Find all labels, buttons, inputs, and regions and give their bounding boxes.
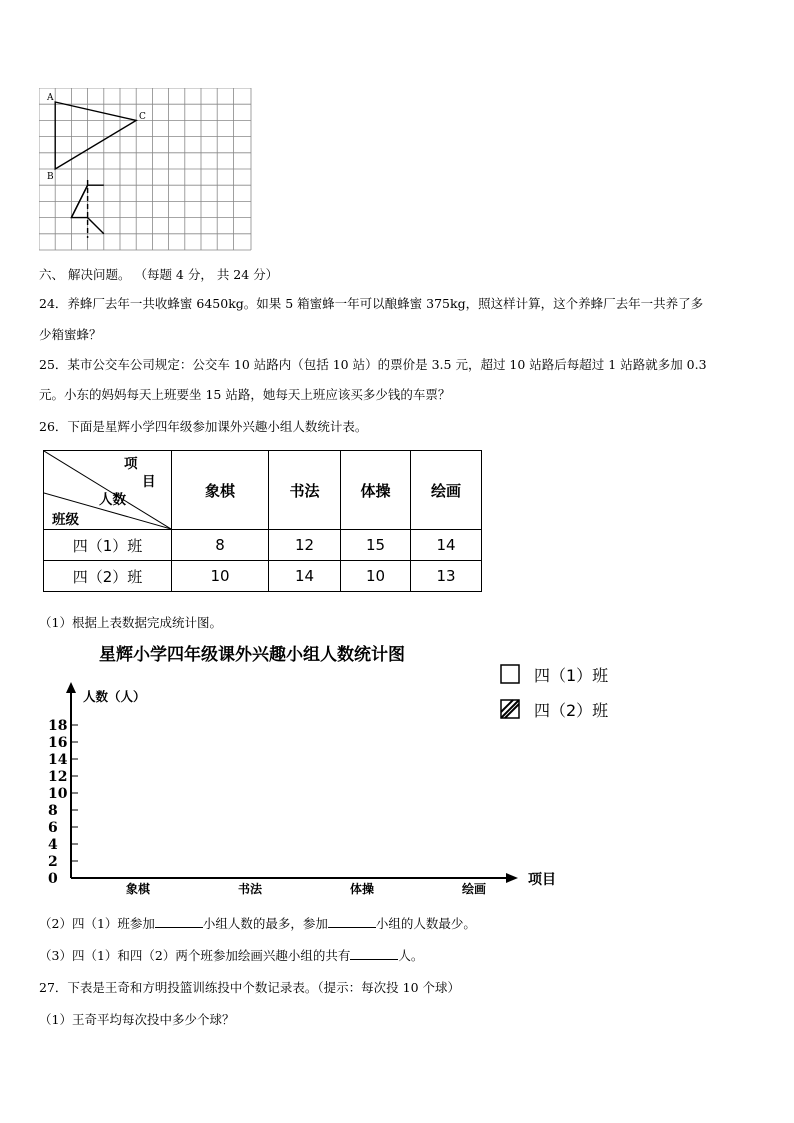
corner-item: 项 [124, 456, 138, 472]
legend-label-class1: 四（1）班 [534, 666, 609, 685]
sub2-part-c: 小组的人数最少。 [375, 916, 476, 931]
q25-line2: 元。小东的妈妈每天上班要坐 15 站路，她每天上班应该买多少钱的车票？ [39, 387, 451, 402]
table-cell: 15 [341, 530, 411, 561]
label-c: C [139, 112, 146, 122]
row-label: 四（2）班 [44, 561, 172, 592]
table-cell: 8 [172, 530, 269, 561]
y-tick-label: 10 [48, 786, 68, 802]
legend-swatch-class2 [501, 700, 519, 718]
chart-title: 星辉小学四年级课外兴趣小组人数统计图 [99, 645, 405, 665]
table-cell: 14 [411, 530, 482, 561]
x-category-label: 象棋 [125, 882, 151, 896]
label-a: A [47, 93, 54, 103]
y-tick-label: 6 [48, 820, 58, 836]
y-tick-label: 2 [48, 854, 58, 870]
x-axis-label: 项目 [528, 872, 556, 888]
x-category-label: 绘画 [461, 882, 487, 896]
bar-chart [38, 640, 638, 905]
y-tick-label: 16 [48, 735, 68, 751]
legend-swatch-class1 [501, 665, 519, 683]
x-category-label: 书法 [237, 882, 263, 896]
sub3-part-a: （3）四（1）和四（2）两个班参加绘画兴趣小组的共有 [39, 948, 351, 963]
table-cell: 10 [341, 561, 411, 592]
q27-intro: 27．下表是王奇和方明投篮训练投中个数记录表。（提示：每次投 10 个球） [39, 980, 461, 995]
table-cell: 13 [411, 561, 482, 592]
col-header: 绘画 [411, 451, 482, 530]
table-row [44, 561, 482, 592]
answer-blank-most[interactable] [155, 915, 203, 928]
y-tick-label: 4 [48, 837, 58, 853]
y-tick-label: 8 [48, 803, 58, 819]
q26-sub2 [39, 914, 476, 932]
row-label: 四（1）班 [44, 530, 172, 561]
section6-heading: 六、 解决问题。 （每题 4 分， 共 24 分） [39, 267, 279, 282]
q24-line2: 少箱蜜蜂？ [39, 327, 102, 342]
y-axis-label: 人数（人） [83, 689, 146, 704]
q24-line1: 24．养蜂厂去年一共收蜂蜜 6450kg。如果 5 箱蜜蜂一年可以酿蜂蜜 375kg，照这样计算，这个养蜂厂去年一共养了多 [39, 296, 704, 311]
legend-label-class2: 四（2）班 [534, 701, 609, 720]
q26-sub1: （1）根据上表数据完成统计图。 [39, 615, 222, 630]
y-tick-label: 14 [48, 752, 68, 768]
y-axis-arrow [66, 682, 76, 693]
corner-class: 班级 [52, 512, 79, 528]
sub2-part-b: 小组人数的最多，参加 [202, 916, 328, 931]
y-tick-label: 18 [48, 718, 68, 734]
table-row [44, 530, 482, 561]
y-tick-label: 0 [48, 871, 58, 887]
corner-item2: 目 [142, 474, 156, 490]
corner-count: 人数 [99, 492, 126, 508]
col-header: 体操 [341, 451, 411, 530]
table-cell: 14 [269, 561, 341, 592]
x-category-label: 体操 [349, 882, 375, 896]
q25-line1: 25．某市公交车公司规定：公交车 10 站路内（包括 10 站）的票价是 3.5 元，超过 10 站路后每超过 1 站路就多加 0.3 [39, 357, 707, 372]
answer-blank-total[interactable] [350, 947, 398, 960]
grid-figure [39, 88, 253, 252]
table-cell: 12 [269, 530, 341, 561]
col-header: 象棋 [172, 451, 269, 530]
sub3-part-b: 人。 [398, 948, 424, 963]
table-corner [44, 451, 172, 530]
q26-sub3 [39, 946, 423, 964]
label-b: B [47, 172, 54, 182]
stats-table [43, 450, 482, 592]
answer-blank-least[interactable] [328, 915, 376, 928]
q27-sub1: （1）王奇平均每次投中多少个球？ [39, 1012, 235, 1027]
table-cell: 10 [172, 561, 269, 592]
sub2-part-a: （2）四（1）班参加 [39, 916, 155, 931]
q26-intro: 26．下面是星辉小学四年级参加课外兴趣小组人数统计表。 [39, 419, 368, 434]
x-axis-arrow [506, 873, 518, 883]
y-tick-label: 12 [48, 769, 68, 785]
col-header: 书法 [269, 451, 341, 530]
triangle-abc [55, 102, 136, 169]
